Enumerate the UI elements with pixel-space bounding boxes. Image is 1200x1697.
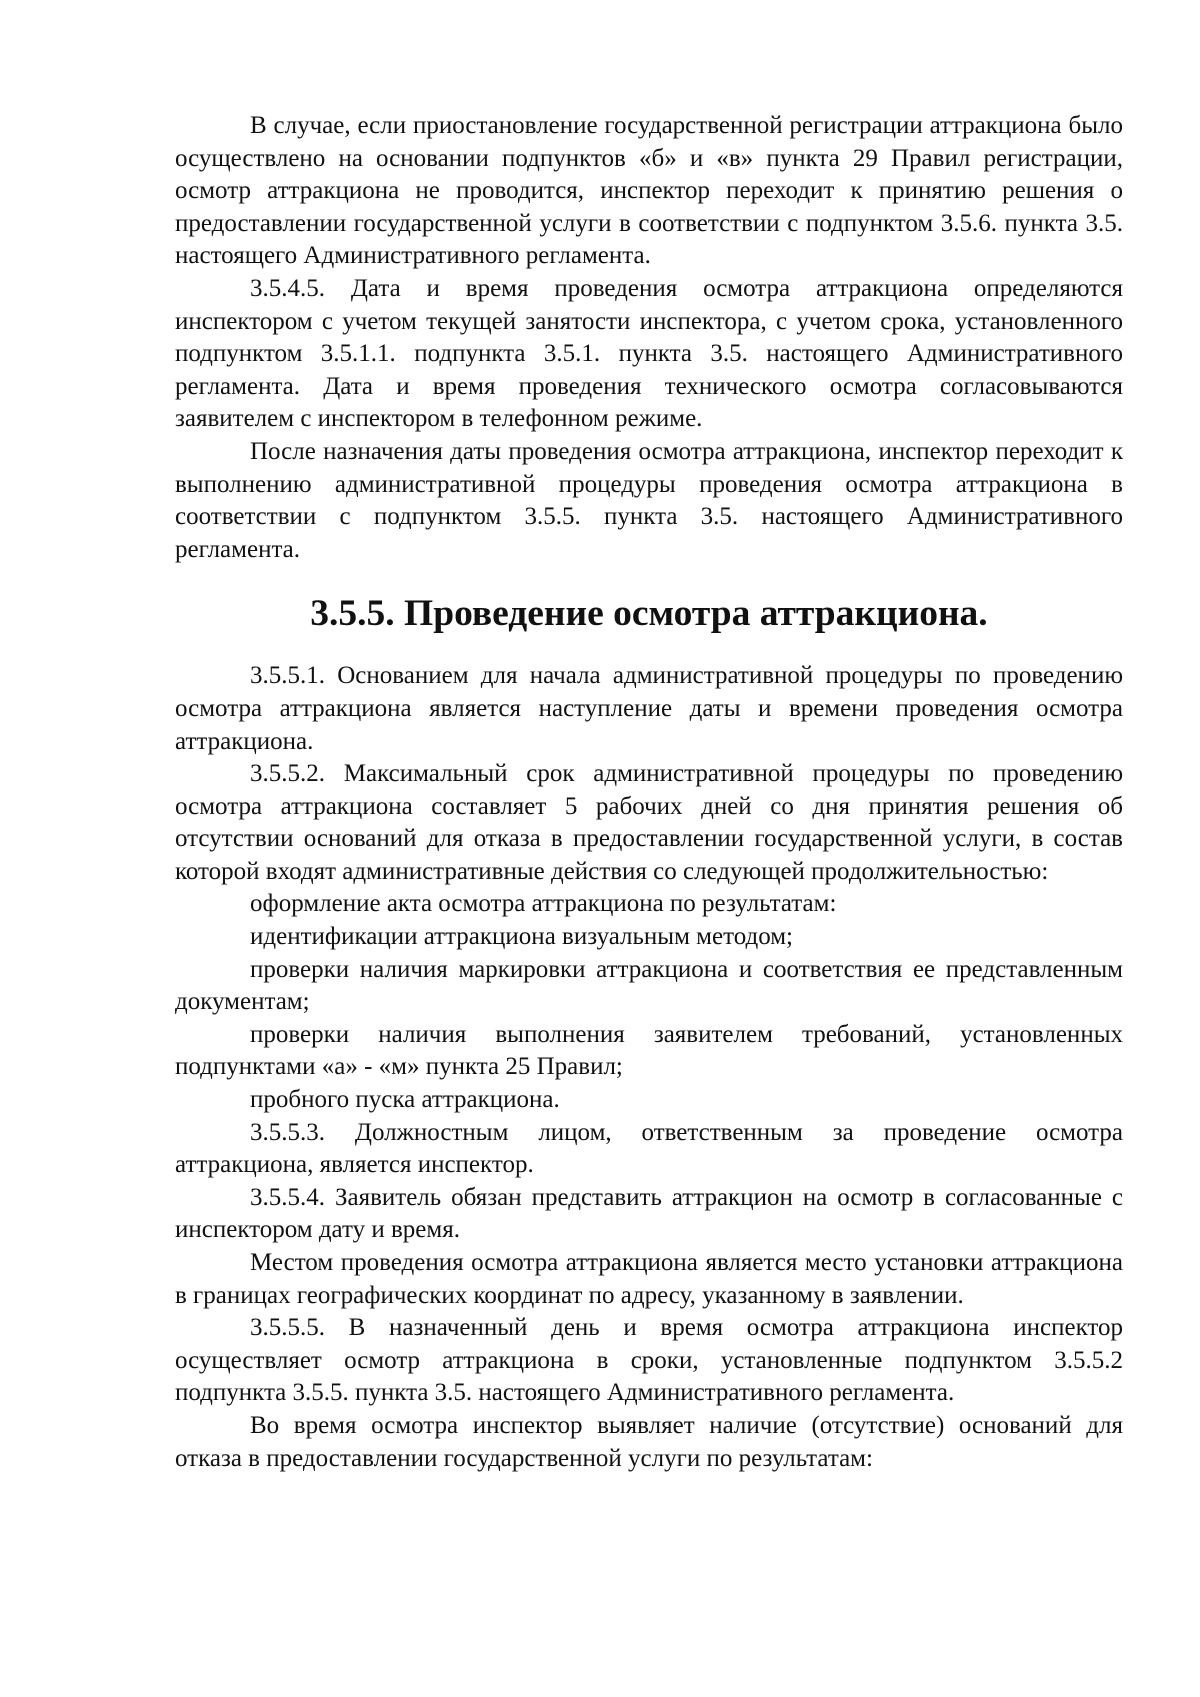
- list-item: проверки наличия выполнения заявителем требований, установленных подпунктами «а» - «м» пункта 25 Правил;: [175, 1020, 1123, 1081]
- list-item: оформление акта осмотра аттракциона по результатам:: [250, 890, 837, 918]
- list-item: идентификации аттракциона визуальным методом;: [250, 923, 793, 951]
- paragraph: После назначения даты проведения осмотра аттракциона, инспектор переходит к выполнению административной процедуры проведения осмотра аттракциона в соответствии с подпунктом 3.5.5. пункта 3.5. настоящего Административного регламента.: [175, 437, 1123, 563]
- list-item: пробного пуска аттракциона.: [250, 1086, 560, 1114]
- paragraph: 3.5.5.4. Заявитель обязан представить аттракцион на осмотр в согласованные с инспектором дату и время.: [175, 1183, 1123, 1244]
- paragraph: В случае, если приостановление государственной регистрации аттракциона было осуществлено на основании подпунктов «б» и «в» пункта 29 Правил регистрации, осмотр аттракциона не проводится, инспектор переходит к принятию решения о предоставлении государственной услуги в соответствии с подпунктом 3.5.6. пункта 3.5. настоящего Административного регламента.: [175, 112, 1123, 270]
- document-page: [175, 110, 1123, 1475]
- paragraph: 3.5.5.1. Основанием для начала административной процедуры по проведению осмотра аттракциона является наступление даты и времени проведения осмотра аттракциона.: [175, 662, 1123, 755]
- paragraph: Местом проведения осмотра аттракциона является место установки аттракциона в границах географических координат по адресу, указанному в заявлении.: [175, 1249, 1123, 1309]
- paragraph: 3.5.5.3. Должностным лицом, ответственным за проведение осмотра аттракциона, является инспектор.: [175, 1118, 1123, 1179]
- paragraph: Во время осмотра инспектор выявляет наличие (отсутствие) оснований для отказа в предоставлении государственной услуги по результатам:: [175, 1411, 1123, 1472]
- paragraph: 3.5.4.5. Дата и время проведения осмотра аттракциона определяются инспектором с учетом текущей занятости инспектора, с учетом срока, установленного подпунктом 3.5.1.1. подпункта 3.5.1. пункта 3.5. настоящего Административного регламента. Дата и время проведения технического осмотра согласовываются заявителем с инспектором в телефонном режиме.: [175, 274, 1123, 433]
- list-item: проверки наличия маркировки аттракциона и соответствия ее представленным документам;: [175, 955, 1123, 1016]
- paragraph: 3.5.5.2. Максимальный срок административной процедуры по проведению осмотра аттракциона составляет 5 рабочих дней со дня принятия решения об отсутствии оснований для отказа в предоставлении государственной услуги, в состав которой входят административные действия со следующей продолжительностью:: [175, 760, 1123, 885]
- paragraph: 3.5.5.5. В назначенный день и время осмотра аттракциона инспектор осуществляет осмотр аттракциона в сроки, установленные подпунктом 3.5.5.2 подпункта 3.5.5. пункта 3.5. настоящего Административного регламента.: [175, 1314, 1123, 1407]
- section-heading: 3.5.5. Проведение осмотра аттракциона.: [310, 593, 988, 635]
